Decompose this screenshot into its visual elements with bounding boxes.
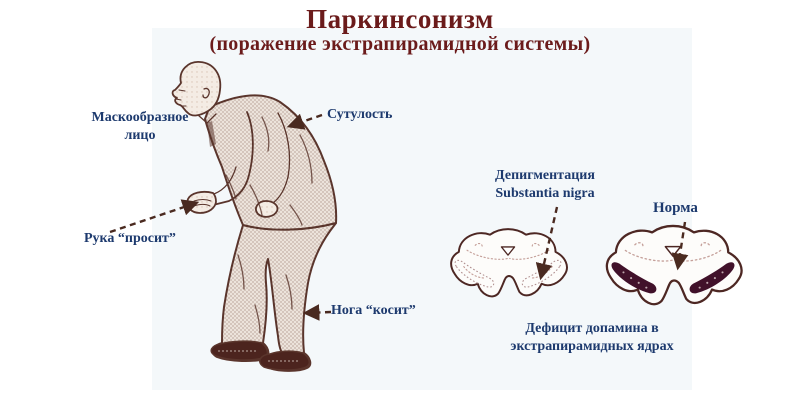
label-mask-face-line2: лицо bbox=[124, 127, 156, 143]
label-mask-face bbox=[84, 109, 196, 144]
patient-head bbox=[173, 62, 221, 116]
label-depigmentation bbox=[478, 167, 612, 202]
label-dopamine-deficit-line2: экстрапирамидных ядрах bbox=[510, 338, 674, 354]
page-subtitle: (поражение экстрапирамидной системы) bbox=[209, 33, 591, 55]
label-mask-face-line1: Маскообразное bbox=[91, 110, 189, 125]
label-depigmentation-line2: Substantia nigra bbox=[495, 185, 595, 201]
midbrain-section-parkinsonism bbox=[442, 224, 574, 310]
label-begging-hand: Рука “просит” bbox=[84, 231, 176, 246]
label-norma: Норма bbox=[653, 200, 698, 216]
label-dopamine-deficit bbox=[492, 320, 692, 355]
patient-near-hand bbox=[187, 192, 216, 213]
label-dopamine-deficit-line1: Дефицит допамина в bbox=[525, 321, 659, 336]
label-stoop: Сутулость bbox=[327, 107, 393, 122]
label-mowing-leg: Нога “косит” bbox=[331, 303, 416, 318]
midbrain-section-normal bbox=[590, 220, 756, 320]
parkinsonian-patient-illustration bbox=[150, 55, 350, 390]
label-depigmentation-line1: Депигментация bbox=[495, 168, 595, 183]
page-title: Паркинсонизм bbox=[306, 4, 494, 34]
